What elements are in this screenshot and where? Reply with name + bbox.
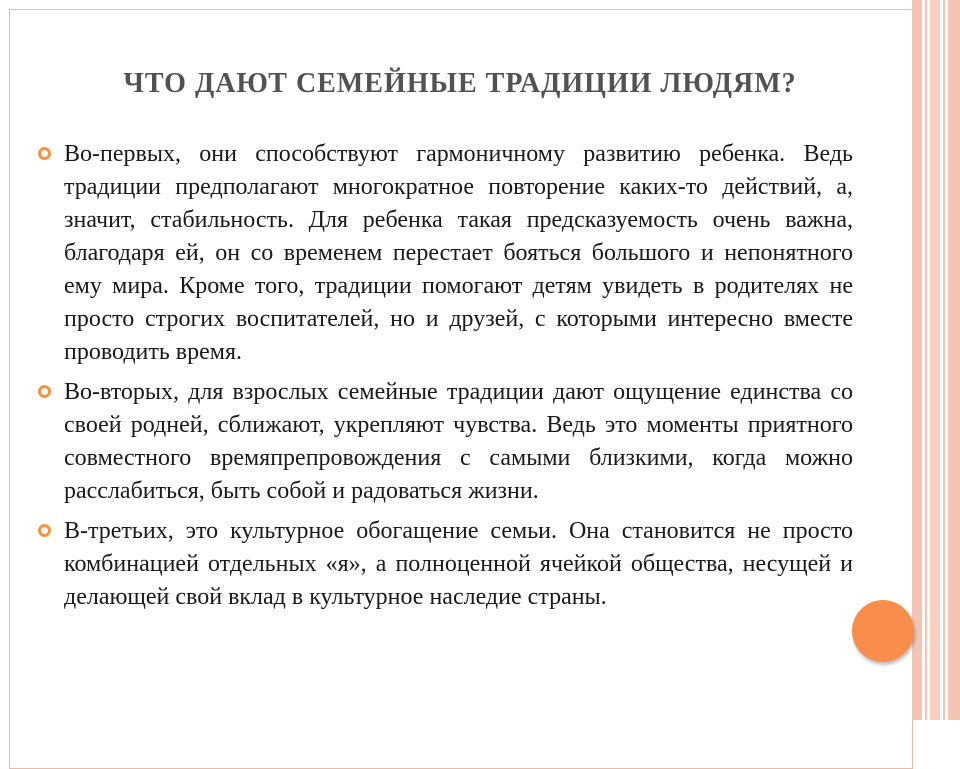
- bullet-ring-icon: [38, 147, 51, 160]
- bullet-text: Во-вторых, для взрослых семейные традиции дают ощущение единства со своей родней, сближают, укрепляют чувства. Ведь это моменты приятного совместного времяпрепровождения с самыми близкими, когда можно расслабиться, быть собой и радоваться жизни.: [64, 379, 853, 504]
- stripe-5: [948, 0, 960, 720]
- bullet-list: [38, 138, 853, 621]
- bullet-text: Во-первых, они способствуют гармоничному развитию ребенка. Ведь традиции предполагают многократное повторение каких-то действий, а, значит, стабильность. Для ребенка такая предсказуемость очень важна, благодаря ей, он со временем перестает бояться большого и непонятного ему мира. Кроме того, традиции помогают детям увидеть в родителях не просто строгих воспитателей, но и друзей, с которыми интересно вместе проводить время.: [64, 141, 853, 365]
- bullet-item: [38, 376, 853, 508]
- bullet-item: [38, 515, 853, 614]
- bullet-ring-icon: [38, 385, 51, 398]
- stripe-4: [943, 0, 945, 720]
- decorative-stripes: [912, 0, 960, 720]
- decorative-circle: [852, 600, 914, 662]
- stripe-2: [925, 0, 927, 720]
- bullet-text: В-третьих, это культурное обогащение семьи. Она становится не просто комбинацией отдельных «я», а полноценной ячейкой общества, несущей и делающей свой вклад в культурное наследие страны.: [64, 518, 853, 610]
- stripe-1: [912, 0, 922, 720]
- bullet-item: [38, 138, 853, 369]
- bullet-ring-icon: [38, 524, 51, 537]
- slide-title: ЧТО ДАЮТ СЕМЕЙНЫЕ ТРАДИЦИИ ЛЮДЯМ?: [123, 68, 797, 99]
- stripe-3: [930, 0, 940, 720]
